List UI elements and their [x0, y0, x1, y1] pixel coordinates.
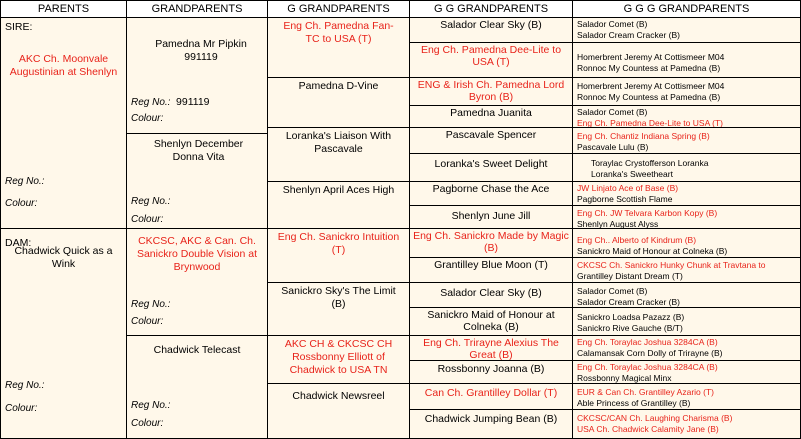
ggg-dam: Shenlyn August Alyss [577, 218, 659, 229]
gg-grandparent-cell: Eng Ch. Pamedna Dee-Lite to USA (T) [410, 43, 573, 78]
grandparent-name: CKCSC, AKC & Can. Ch. Sanickro Double Vision at Brynwood [136, 235, 258, 273]
g-grandparent-cell: Sanickro Sky's The Limit (B) [268, 283, 410, 336]
gg-grandparent-cell: Eng Ch. Trirayne Alexius The Great (B) [410, 336, 573, 361]
ggg-sire: Eng Ch.. Alberto of Kindrum (B) [577, 235, 697, 245]
ggg-grandparent-cell [573, 43, 801, 78]
ggg-dam: Calamansak Corn Dolly of Trirayne (B) [577, 347, 723, 358]
ggg-dam: Salador Cream Cracker (B) [577, 296, 680, 307]
ggg-grandparent-cell [573, 18, 801, 43]
gg-grandparent-cell: Can Ch. Grantilley Dollar (T) [410, 384, 573, 410]
ggg-grandparent-cell [573, 283, 801, 308]
g-grandparent-cell: Loranka's Liaison With Pascavale [268, 128, 410, 182]
g-grandparent-cell: Shenlyn April Aces High [268, 182, 410, 229]
ggg-grandparent-cell [573, 128, 801, 154]
ggg-sire: Salador Comet (B) [577, 19, 648, 29]
grandparent-colour-label: Colour: [131, 113, 164, 124]
ggg-grandparent-cell [573, 336, 801, 361]
grandparent-colour-label: Colour: [131, 418, 164, 429]
grandparent-cell [127, 134, 268, 229]
gg-grandparent-cell: Pagborne Chase the Ace [410, 182, 573, 206]
ggg-dam: Eng Ch. Pamedna Dee-Lite to USA (T) [577, 117, 723, 128]
ggg-dam: Able Princess of Grantilley (B) [577, 397, 691, 408]
grandparent-colour-label: Colour: [131, 214, 164, 225]
ggg-dam: Grantilley Distant Dream (T) [577, 270, 683, 281]
gg-grandparent-cell: ENG & Irish Ch. Pamedna Lord Byron (B) [410, 78, 573, 106]
ggg-dam: Sanickro Maid of Honour at Colneka (B) [577, 245, 728, 256]
ggg-grandparent-cell [573, 106, 801, 128]
dam-name: Chadwick Quick as a Wink [14, 245, 113, 270]
grandparent-reg-value: 991119 [176, 96, 210, 108]
grandparent-colour-label: Colour: [131, 316, 164, 327]
g-grandparent-cell: AKC CH & CKCSC CH Rossbonny Elliott of Chadwick to USA TN [268, 336, 410, 384]
ggg-sire: EUR & Can Ch. Grantilley Azario (T) [577, 387, 714, 397]
ggg-sire: Eng Ch. Toraylac Joshua 3284CA (B) [577, 337, 718, 347]
grandparent-name: Shenlyn December Donna Vita [153, 138, 244, 163]
gg-grandparent-cell: Salador Clear Sky (B) [410, 283, 573, 308]
ggg-dam: Pagborne Scottish Flame [577, 193, 673, 204]
grandparent-cell [127, 229, 268, 336]
header-parents: PARENTS [0, 0, 127, 18]
dam-colour-label: Colour: [5, 403, 38, 414]
ggg-dam: Loranka's Sweetheart [591, 168, 673, 179]
g-grandparent-cell: Eng Ch. Pamedna Fan-TC to USA (T) [268, 18, 410, 78]
g-grandparent-cell: Chadwick Newsreel [268, 384, 410, 439]
ggg-sire: Eng Ch. Chantiz Indiana Spring (B) [577, 131, 710, 141]
ggg-dam: Sanickro Rive Gauche (B/T) [577, 322, 683, 333]
gg-grandparent-cell: Grantilley Blue Moon (T) [410, 258, 573, 283]
gg-grandparent-cell: Chadwick Jumping Bean (B) [410, 410, 573, 439]
ggg-dam: Rossbonny Magical Minx [577, 372, 672, 383]
ggg-dam: Pascavale Lulu (B) [577, 141, 649, 152]
ggg-sire: Toraylac Crystofferson Loranka [591, 158, 709, 168]
ggg-sire: Salador Comet (B) [577, 286, 648, 296]
gg-grandparent-cell: Rossbonny Joanna (B) [410, 361, 573, 384]
ggg-dam: Ronnoc My Countess at Pamedna (B) [577, 91, 721, 102]
ggg-grandparent-cell [573, 78, 801, 106]
gg-grandparent-cell: Pamedna Juanita [410, 106, 573, 128]
ggg-dam: USA Ch. Chadwick Calamity Jane (B) [577, 423, 719, 434]
ggg-sire: JW Linjato Ace of Base (B) [577, 183, 679, 193]
dam-label: DAM: [5, 237, 32, 249]
dam-cell [0, 229, 127, 439]
ggg-sire: Eng Ch. JW Telvara Karbon Kopy (B) [577, 208, 718, 218]
ggg-grandparent-cell [573, 308, 801, 336]
grandparent-reg-label: Reg No.: 991119 [131, 96, 210, 108]
ggg-grandparent-cell [573, 410, 801, 439]
gg-grandparent-cell: Eng Ch. Sanickro Made by Magic (B) [410, 229, 573, 258]
ggg-grandparent-cell [573, 229, 801, 258]
header-gg-grandparents: G G GRANDPARENTS [410, 0, 573, 18]
header-g-grandparents: G GRANDPARENTS [268, 0, 410, 18]
grandparent-cell [127, 18, 268, 134]
header-grandparents: GRANDPARENTS [127, 0, 268, 18]
g-grandparent-cell: Eng Ch. Sanickro Intuition (T) [268, 229, 410, 283]
ggg-grandparent-cell [573, 154, 801, 182]
gg-grandparent-cell: Shenlyn June Jill [410, 206, 573, 229]
ggg-sire: Eng Ch. Toraylac Joshua 3284CA (B) [577, 362, 718, 372]
sire-label: SIRE: [5, 21, 33, 33]
dam-reg-label: Reg No.: [5, 380, 45, 391]
ggg-sire: Homerbrent Jeremy At Cottismeer M04 [577, 81, 725, 91]
ggg-sire: Sanickro Loadsa Pazazz (B) [577, 312, 685, 322]
ggg-grandparent-cell [573, 206, 801, 229]
gg-grandparent-cell: Salador Clear Sky (B) [410, 18, 573, 43]
sire-cell [0, 18, 127, 229]
grandparent-reg-label: Reg No.: [131, 400, 171, 411]
gg-grandparent-cell: Pascavale Spencer [410, 128, 573, 154]
gg-grandparent-cell: Loranka's Sweet Delight [410, 154, 573, 182]
gg-grandparent-cell: Sanickro Maid of Honour at Colneka (B) [410, 308, 573, 336]
ggg-sire: CKCSC Ch. Sanickro Hunky Chunk at Travtana to [577, 260, 766, 270]
sire-name: AKC Ch. Moonvale Augustinian at Shenlyn [9, 53, 118, 78]
grandparent-name: Chadwick Telecast [153, 344, 241, 356]
sire-colour-label: Colour: [5, 198, 38, 209]
sire-reg-label: Reg No.: [5, 176, 45, 187]
ggg-sire: CKCSC/CAN Ch. Laughing Charisma (B) [577, 413, 733, 423]
g-grandparent-cell: Pamedna D-Vine [268, 78, 410, 128]
ggg-grandparent-cell [573, 258, 801, 283]
grandparent-name: Pamedna Mr Pipkin 991119 [155, 38, 247, 63]
grandparent-cell [127, 336, 268, 439]
header-ggg-grandparents: G G G GRANDPARENTS [573, 0, 801, 18]
ggg-dam: Salador Cream Cracker (B) [577, 29, 680, 40]
ggg-dam: Ronnoc My Countess at Pamedna (B) [577, 62, 721, 73]
ggg-grandparent-cell [573, 182, 801, 206]
ggg-sire: Homerbrent Jeremy At Cottismeer M04 [577, 52, 725, 62]
grandparent-reg-label: Reg No.: [131, 196, 171, 207]
grandparent-reg-label: Reg No.: [131, 299, 171, 310]
ggg-grandparent-cell [573, 384, 801, 410]
ggg-sire: Salador Comet (B) [577, 107, 648, 117]
ggg-grandparent-cell [573, 361, 801, 384]
